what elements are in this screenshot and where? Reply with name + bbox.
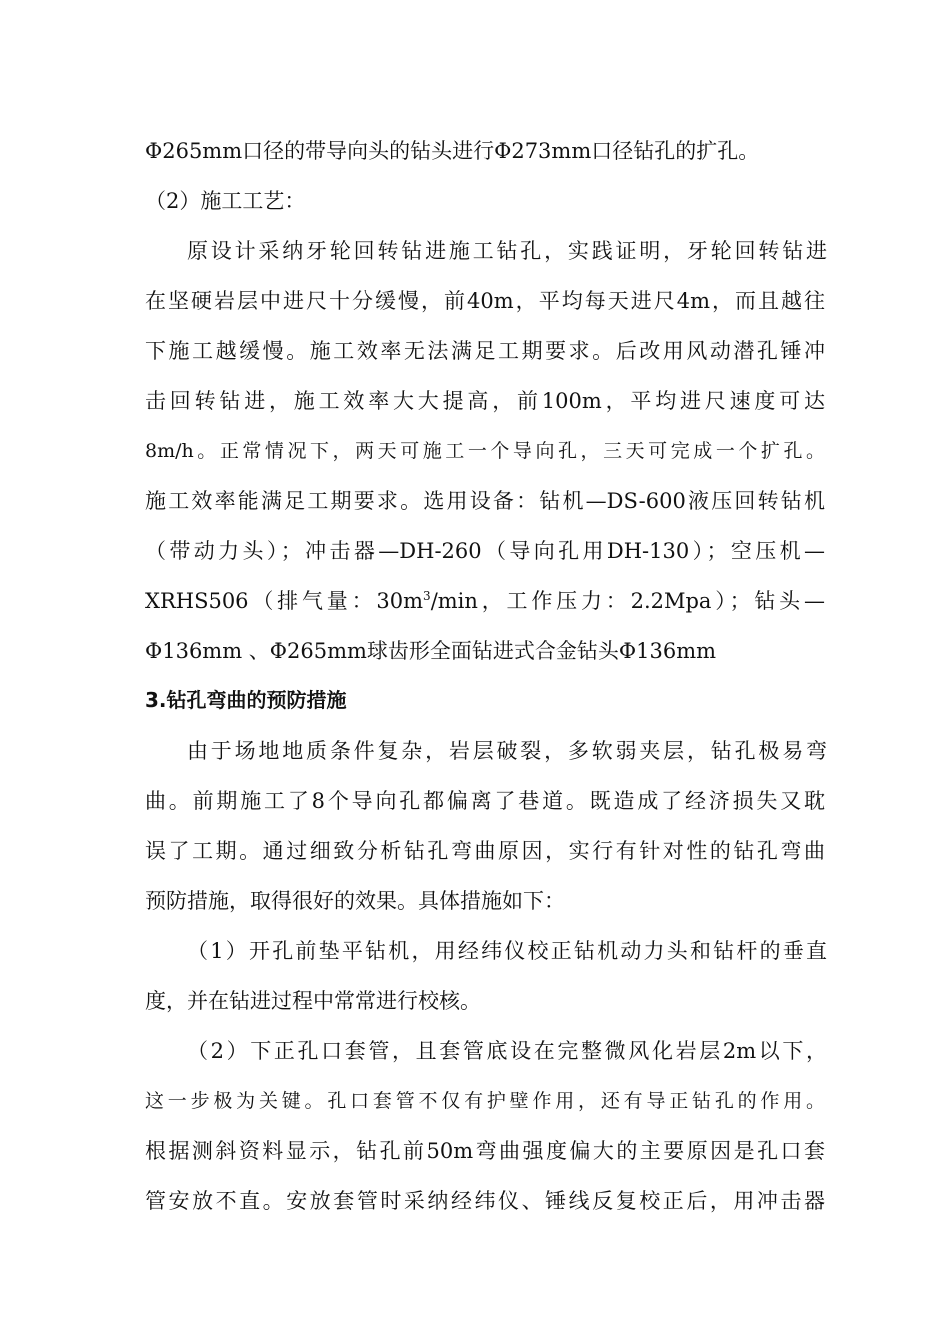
- text-line: 根据测斜资料显示，钻孔前50m弯曲强度偏大的主要原因是孔口套: [145, 1139, 825, 1163]
- xrhs-before: XRHS506（排气量：30m: [145, 589, 424, 613]
- text-line-xrhs506: [145, 586, 825, 616]
- text-line: 度，并在钻进过程中常常进行校核。: [145, 989, 481, 1013]
- text-line: （2）下正孔口套管，且套管底设在完整微风化岩层2m以下，: [187, 1039, 827, 1063]
- text-line: 管安放不直。安放套管时采纳经纬仪、锤线反复校正后，用冲击器: [145, 1189, 825, 1213]
- text-line: 下施工越缓慢。施工效率无法满足工期要求。后改用风动潜孔锤冲: [145, 339, 825, 363]
- xrhs-after: /min，工作压力：2.2Mpa）；钻头—: [430, 589, 825, 613]
- subheading-construction-process: （2）施工工艺：: [145, 189, 306, 213]
- text-line: （1）开孔前垫平钻机，用经纬仪校正钻机动力头和钻杆的垂直: [187, 939, 827, 963]
- text-line: Φ265mm口径的带导向头的钻头进行Φ273mm口径钻孔的扩孔。: [145, 139, 760, 163]
- text-line: 施工效率能满足工期要求。选用设备：钻机—DS-600液压回转钻机: [145, 489, 825, 513]
- text-line: 曲。前期施工了8个导向孔都偏离了巷道。既造成了经济损失又耽: [145, 789, 825, 813]
- text-line: （带动力头）；冲击器—DH-260（导向孔用DH-130）；空压机—: [145, 539, 825, 563]
- superscript: 3: [423, 589, 431, 603]
- text-line: 预防措施，取得很好的效果。具体措施如下：: [145, 889, 565, 913]
- text-line: 在坚硬岩层中进尺十分缓慢，前40m，平均每天进尺4m，而且越往: [145, 289, 825, 313]
- text-line: Φ136mm 、Φ265mm球齿形全面钻进式合金钻头Φ136mm: [145, 639, 717, 663]
- text-line: 原设计采纳牙轮回转钻进施工钻孔，实践证明，牙轮回转钻进: [187, 239, 827, 263]
- text-line: 8m/h。正常情况下，两天可施工一个导向孔，三天可完成一个扩孔。: [145, 440, 825, 462]
- section-heading: 3.钻孔弯曲的预防措施: [145, 688, 347, 712]
- text-line: 这一步极为关键。孔口套管不仅有护壁作用，还有导正钻孔的作用。: [145, 1090, 825, 1112]
- text-line: 击回转钻进，施工效率大大提高，前100m，平均进尺速度可达: [145, 389, 825, 413]
- text-line: 误了工期。通过细致分析钻孔弯曲原因，实行有针对性的钻孔弯曲: [145, 839, 825, 863]
- text-line: 由于场地地质条件复杂，岩层破裂，多软弱夹层，钻孔极易弯: [187, 739, 827, 763]
